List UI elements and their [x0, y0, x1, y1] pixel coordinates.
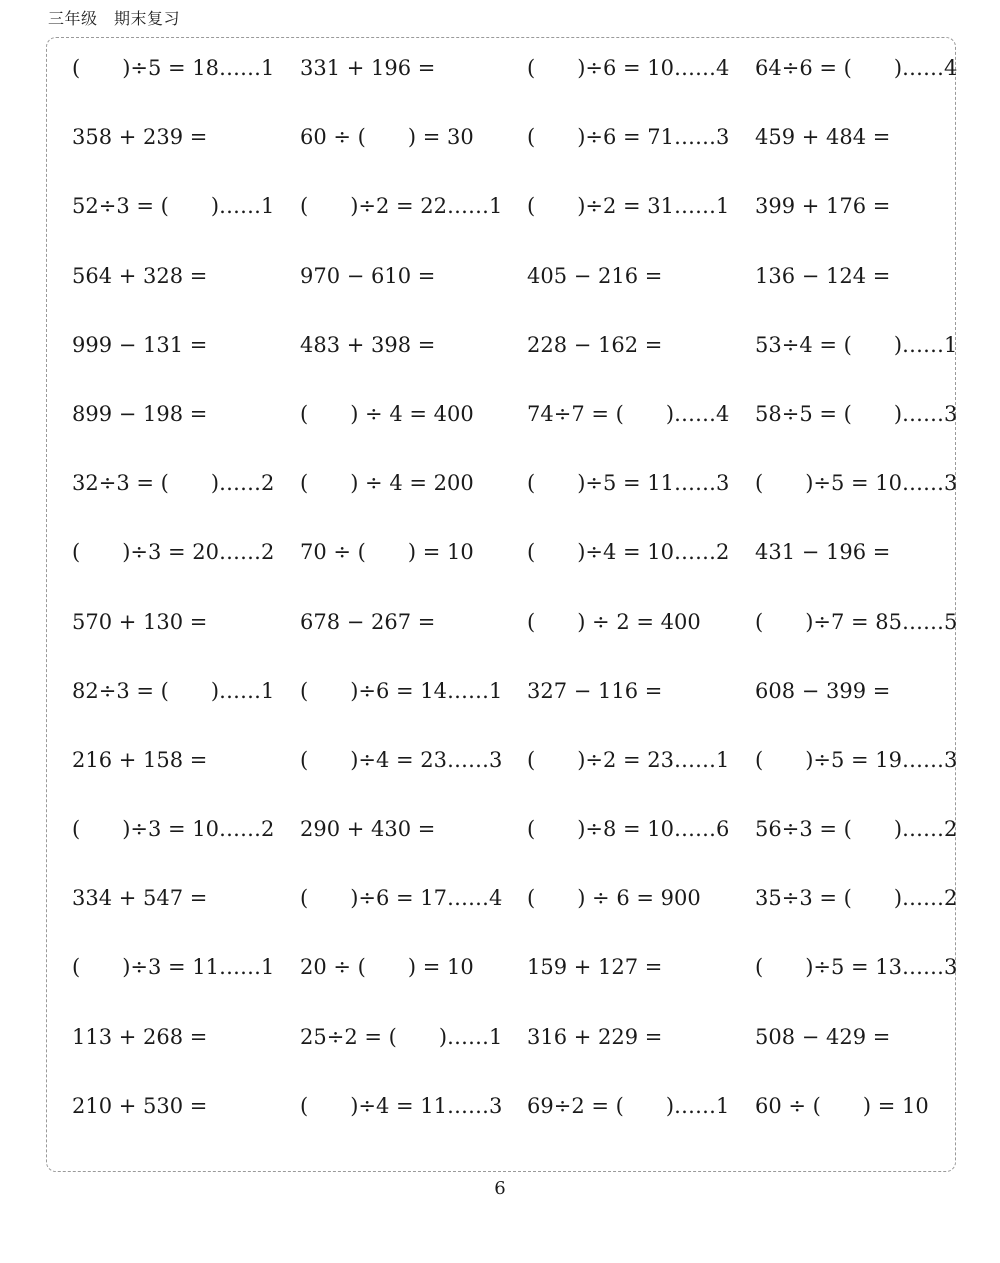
math-problem: 159 + 127 = — [527, 955, 663, 980]
problem-row — [72, 459, 962, 528]
problem-row — [72, 252, 962, 321]
problem-row — [72, 805, 962, 874]
problem-row — [72, 874, 962, 943]
problem-row — [72, 113, 962, 182]
math-problem: ( )÷2 = 22……1 — [300, 194, 503, 219]
math-problem: ( )÷6 = 10……4 — [527, 56, 730, 80]
problem-row — [72, 943, 962, 1012]
problem-row — [72, 667, 962, 736]
math-problem: 216 + 158 = — [72, 747, 208, 772]
math-problem: ( )÷3 = 20……2 — [72, 540, 275, 565]
math-problem: 52÷3 = ( )……1 — [72, 194, 275, 219]
math-problem: 64÷6 = ( )……4 — [755, 56, 958, 80]
math-problem: ( )÷5 = 10……3 — [755, 471, 958, 496]
math-problem: 70 ÷ ( ) = 10 — [300, 540, 474, 565]
math-problem: ( )÷4 = 23……3 — [300, 747, 503, 772]
math-problem: ( )÷5 = 18……1 — [72, 56, 275, 80]
math-problem: ( )÷6 = 17……4 — [300, 886, 503, 911]
problem-row — [72, 321, 962, 390]
math-problem: 32÷3 = ( )……2 — [72, 471, 275, 496]
math-problem: 35÷3 = ( )……2 — [755, 886, 958, 911]
math-problem: 564 + 328 = — [72, 263, 208, 288]
math-problem: 58÷5 = ( )……3 — [755, 401, 958, 426]
math-problem: 56÷3 = ( )……2 — [755, 817, 958, 842]
problem-row — [72, 1013, 962, 1082]
math-problem: 25÷2 = ( )……1 — [300, 1024, 503, 1049]
problem-row — [72, 736, 962, 805]
math-problem: 82÷3 = ( )……1 — [72, 678, 275, 703]
math-problem: 999 − 131 = — [72, 332, 208, 357]
math-problem: 69÷2 = ( )……1 — [527, 1093, 730, 1118]
math-problem: ( ) ÷ 2 = 400 — [527, 609, 701, 634]
math-problem: ( )÷5 = 11……3 — [527, 471, 730, 496]
math-problem: 290 + 430 = — [300, 817, 436, 842]
page-number: 6 — [494, 1178, 506, 1199]
math-problem: 316 + 229 = — [527, 1024, 663, 1049]
math-problem: ( )÷6 = 14……1 — [300, 678, 503, 703]
math-problem: 358 + 239 = — [72, 125, 208, 150]
math-problem: ( )÷2 = 23……1 — [527, 747, 730, 772]
math-problem: 60 ÷ ( ) = 10 — [755, 1093, 929, 1118]
math-problem: 53÷4 = ( )……1 — [755, 332, 958, 357]
math-problem: 20 ÷ ( ) = 10 — [300, 955, 474, 980]
math-problem: 459 + 484 = — [755, 125, 891, 150]
math-problem: ( )÷4 = 11……3 — [300, 1093, 503, 1118]
math-problem: ( )÷5 = 13……3 — [755, 955, 958, 980]
math-problem: 334 + 547 = — [72, 886, 208, 911]
math-problem: 483 + 398 = — [300, 332, 436, 357]
math-problem: 508 − 429 = — [755, 1024, 891, 1049]
math-problem: 136 − 124 = — [755, 263, 891, 288]
math-problem: ( )÷4 = 10……2 — [527, 540, 730, 565]
math-problem: 228 − 162 = — [527, 332, 663, 357]
math-problem: ( ) ÷ 4 = 400 — [300, 401, 474, 426]
math-problem: 327 − 116 = — [527, 678, 663, 703]
math-problem: 608 − 399 = — [755, 678, 891, 703]
problem-row — [72, 1082, 962, 1151]
math-problem: 331 + 196 = — [300, 56, 436, 80]
math-problem: ( )÷6 = 71……3 — [527, 125, 730, 150]
problem-row — [72, 182, 962, 251]
math-problem: 899 − 198 = — [72, 401, 208, 426]
math-problem: 399 + 176 = — [755, 194, 891, 219]
math-problem: 74÷7 = ( )……4 — [527, 401, 730, 426]
math-problem: 970 − 610 = — [300, 263, 436, 288]
math-problem: 405 − 216 = — [527, 263, 663, 288]
math-problem: 678 − 267 = — [300, 609, 436, 634]
math-problem: ( ) ÷ 4 = 200 — [300, 471, 474, 496]
problem-row — [72, 598, 962, 667]
math-problem: 210 + 530 = — [72, 1093, 208, 1118]
math-problem: ( ) ÷ 6 = 900 — [527, 886, 701, 911]
math-problem: 60 ÷ ( ) = 30 — [300, 125, 474, 150]
math-problem: ( )÷8 = 10……6 — [527, 817, 730, 842]
page-header: 三年级 期末复习 — [48, 9, 181, 28]
math-problem: ( )÷3 = 11……1 — [72, 955, 275, 980]
math-problem: ( )÷2 = 31……1 — [527, 194, 730, 219]
math-problem: ( )÷3 = 10……2 — [72, 817, 275, 842]
math-problem: 431 − 196 = — [755, 540, 891, 565]
problem-row — [72, 390, 962, 459]
math-problem: ( )÷5 = 19……3 — [755, 747, 958, 772]
math-problem: 113 + 268 = — [72, 1024, 208, 1049]
problem-row — [72, 44, 962, 113]
math-problem: ( )÷7 = 85……5 — [755, 609, 958, 634]
problem-grid — [72, 44, 962, 1151]
math-problem: 570 + 130 = — [72, 609, 208, 634]
problem-row — [72, 528, 962, 597]
